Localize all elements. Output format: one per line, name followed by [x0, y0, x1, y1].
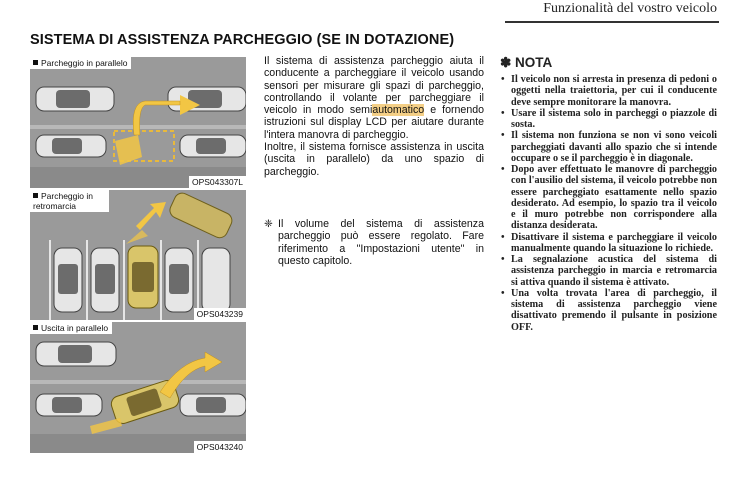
- list-item: • Dopo aver effettuato le manovre di parcheggio con l'ausilio del sistema, il veicolo potrebbe non essere parcheggiato esattamente nello spazio desiderato. Ad esempio, lo spazio tra il veicolo e il muro potrebbe non corrispondere alla distanza desiderata.: [500, 164, 717, 232]
- volume-note-text: Il volume del sistema di assistenza parcheggio può essere regolato. Fare riferimento a "Impostazioni utente" in questo capitolo.: [278, 218, 484, 267]
- parked-car: [202, 248, 230, 312]
- header-rule: [505, 21, 719, 23]
- figure-reverse-parking: [30, 190, 246, 320]
- figure-label: Parcheggio in parallelo: [30, 57, 131, 69]
- highlighted-word: automatico: [372, 104, 425, 117]
- figure-code: OPS043307L: [189, 176, 246, 188]
- list-item: • Il veicolo non si arresta in presenza di pedoni o oggetti nella traiettoria, per cui il conducente deve sempre monitorare la manovra.: [500, 74, 717, 108]
- section-title: SISTEMA DI ASSISTENZA PARCHEGGIO (SE IN DOTAZIONE): [30, 32, 455, 48]
- figure-parallel-exit: [30, 322, 246, 453]
- parallel-exit-illustration: [30, 322, 246, 453]
- figure-code: OPS043239: [194, 308, 246, 320]
- nota-box: [500, 55, 717, 333]
- list-item: • Il sistema non funziona se non vi sono veicoli parcheggiati davanti allo spazio che si intende occupare o se il parcheggio è in diagonale.: [500, 130, 717, 164]
- figure-parallel-parking: [30, 57, 246, 188]
- parked-car: [168, 87, 246, 111]
- figure-code: OPS043240: [194, 441, 246, 453]
- figure-label: Uscita in parallelo: [30, 322, 112, 334]
- nota-list: [500, 74, 717, 333]
- list-item: • Disattivare il sistema e parcheggiare il veicolo manualmente quando la situazione lo richiede.: [500, 232, 717, 255]
- chapter-header: Funzionalità del vostro veicolo: [543, 1, 717, 16]
- description-text: [264, 55, 484, 178]
- figure-label: Parcheggio in retromarcia: [30, 190, 109, 212]
- paragraph-intro: Il sistema di assistenza parcheggio aiuta il conducente a parcheggiare il veicolo usando sensori per misurare gli spazi di parcheggio, controllando il volante per parcheggiare il veicolo in modo semiautomatico e fornendo istruzioni sul display LCD per aiutare durante l'intera manovra di parcheggio.: [264, 55, 484, 141]
- nota-title: ✽ NOTA: [500, 55, 553, 70]
- list-item: • La segnalazione acustica del sistema di assistenza parcheggio in marcia e retromarcia si attiva quando il sistema è attivato.: [500, 254, 717, 288]
- list-item: • Usare il sistema solo in parcheggi o piazzole di sosta.: [500, 108, 717, 131]
- parallel-parking-illustration: [30, 57, 246, 188]
- list-item: • Una volta trovata l'area di parcheggio, il sistema di assistenza parcheggio viene disattivato premendo il pulsante in posizione OFF.: [500, 288, 717, 333]
- paragraph-exit: Inoltre, il sistema fornisce assistenza in uscita (uscita in parallelo) da uno spazio di parcheggio.: [264, 141, 484, 178]
- note-mark: ❈: [264, 218, 273, 230]
- volume-note: [264, 218, 484, 267]
- moving-car: [36, 87, 114, 111]
